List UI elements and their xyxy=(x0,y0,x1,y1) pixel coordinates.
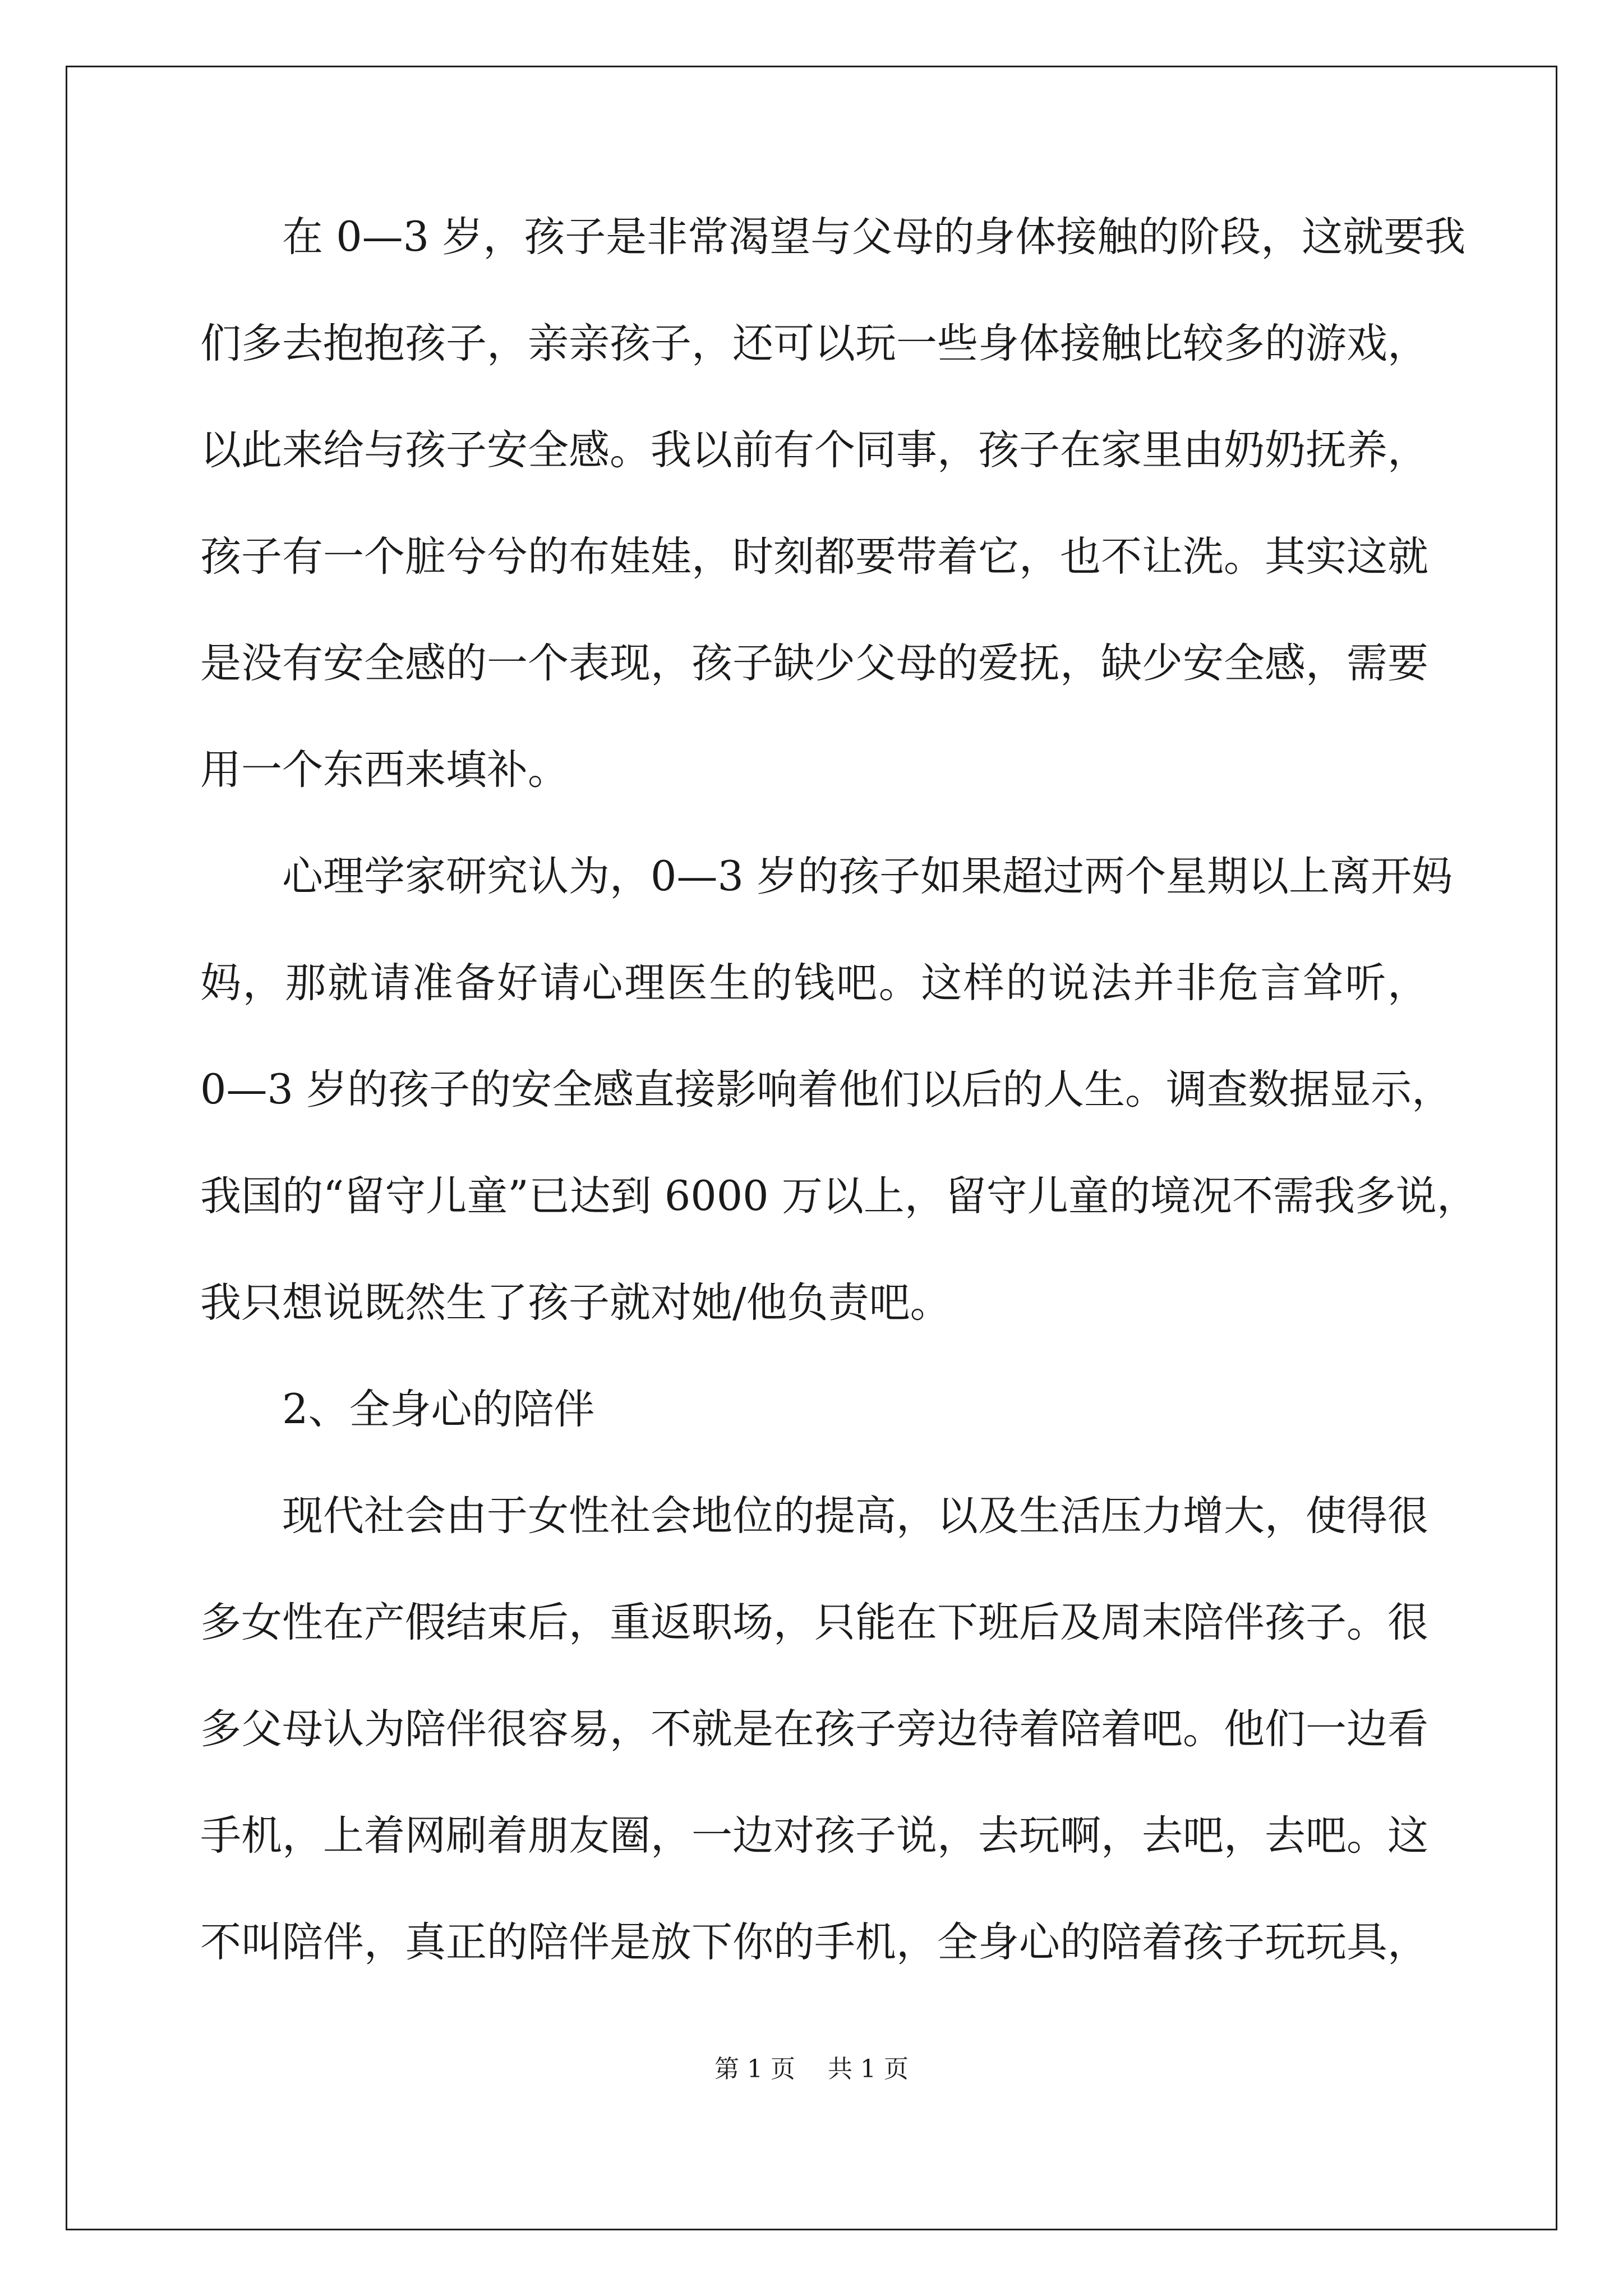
document-body xyxy=(200,210,1478,2022)
text-line: 手机，上着网刷着朋友圈，一边对孩子说，去玩啊，去吧，去吧。这 xyxy=(200,1812,1428,1860)
text-line: 用一个东西来填补。 xyxy=(200,746,569,794)
text-line: 不叫陪伴，真正的陪伴是放下你的手机，全身心的陪着孩子玩玩具， xyxy=(200,1918,1428,1966)
text-line: 现代社会由于女性社会地位的提高，以及生活压力增大，使得很 xyxy=(282,1492,1428,1540)
text-line: 心理学家研究认为，0—3 岁的孩子如果超过两个星期以上离开妈 xyxy=(282,853,1453,900)
text-line: 多父母认为陪伴很容易，不就是在孩子旁边待着陪着吧。他们一边看 xyxy=(200,1705,1428,1753)
text-line: 是没有安全感的一个表现，孩子缺少父母的爱抚，缺少安全感，需要 xyxy=(200,639,1428,687)
page-total: 共 1 页 xyxy=(828,2055,909,2083)
text-line: 以此来给与孩子安全感。我以前有个同事，孩子在家里由奶奶抚养， xyxy=(200,426,1428,474)
text-line: 我只想说既然生了孩子就对她/他负责吧。 xyxy=(200,1279,951,1327)
section-heading: 2、全身心的陪伴 xyxy=(282,1386,595,1433)
text-line: 多女性在产假结束后，重返职场，只能在下班后及周末陪伴孩子。很 xyxy=(200,1599,1428,1646)
text-line: 我国的“留守儿童”已达到 6000 万以上，留守儿童的境况不需我多说， xyxy=(200,1172,1478,1220)
text-line: 在 0—3 岁，孩子是非常渴望与父母的身体接触的阶段，这就要我 xyxy=(282,213,1466,261)
text-line: 0—3 岁的孩子的安全感直接影响着他们以后的人生。调查数据显示， xyxy=(200,1066,1453,1114)
text-line: 孩子有一个脏兮兮的布娃娃，时刻都要带着它，也不让洗。其实这就 xyxy=(200,533,1428,581)
text-line: 们多去抱抱孩子，亲亲孩子，还可以玩一些身体接触比较多的游戏， xyxy=(200,320,1428,367)
page-number: 第 1 页 xyxy=(714,2055,795,2083)
page-footer xyxy=(0,2049,1623,2085)
text-line: 妈，那就请准备好请心理医生的钱吧。这样的说法并非危言耸听， xyxy=(200,959,1428,1007)
